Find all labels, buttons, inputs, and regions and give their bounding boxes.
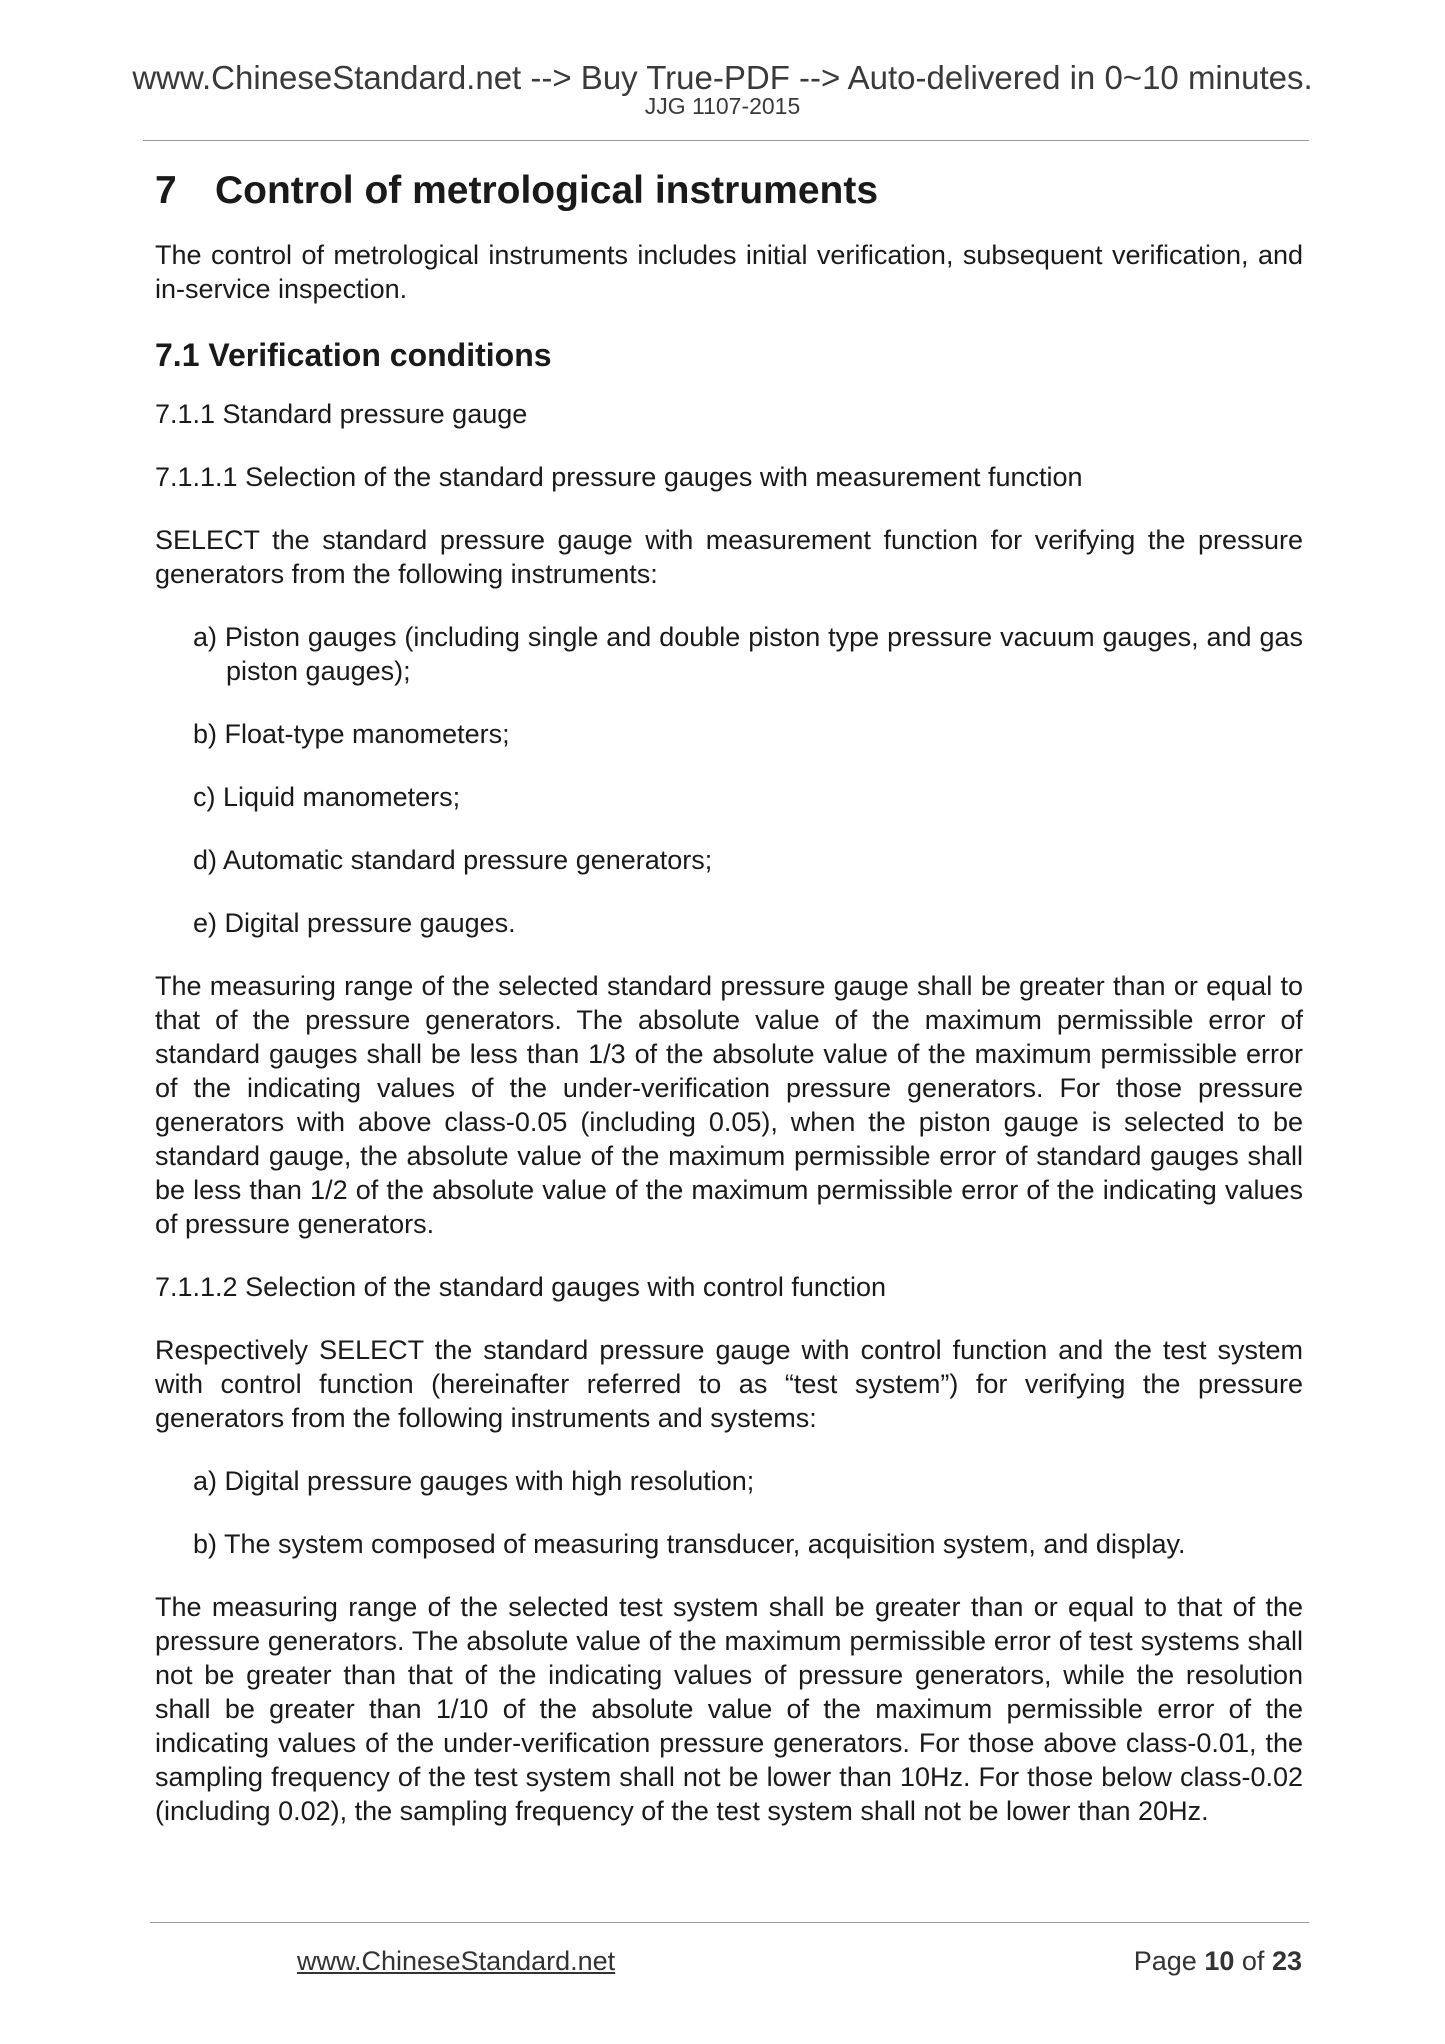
list-item-digital-gauges: e) Digital pressure gauges. <box>193 908 516 938</box>
footer-site-link[interactable]: www.ChineseStandard.net <box>297 1946 616 1976</box>
section-7-intro: The control of metrological instruments includes initial verification, subsequent verification, and in-service inspection. <box>155 240 1303 304</box>
page-word: Page <box>1133 1946 1197 1976</box>
footer-divider <box>150 1922 1309 1923</box>
footer-page-number <box>1134 1944 1302 1978</box>
section-7-1-1-2-heading: 7.1.1.2 Selection of the standard gauges with control function <box>155 1272 886 1302</box>
section-7-1-1-heading: 7.1.1 Standard pressure gauge <box>155 399 528 429</box>
list-item-float-manometers: b) Float-type manometers; <box>193 719 510 749</box>
page-current: 10 <box>1204 1946 1235 1976</box>
header-banner: www.ChineseStandard.net --> Buy True-PDF --> Auto-delivered in 0~10 minutes. <box>132 59 1313 96</box>
section-7-1-1-2-intro: Respectively SELECT the standard pressure gauge with control function and the test system with control function (hereinafter referred to as “test system”) for verifying the pressure generators from the following instruments and systems: <box>155 1335 1303 1433</box>
list-item-liquid-manometers: c) Liquid manometers; <box>193 782 461 812</box>
section-7-1-1-1-body: The measuring range of the selected standard pressure gauge shall be greater than or equal to that of the pressure generators. The absolute value of the maximum permissible error of standard gauges shall be less than 1/3 of the absolute value of the maximum permissible error of the indicating values of the under-verification pressure generators. For those pressure generators with above class-0.05 (including 0.05), when the piston gauge is selected to be standard gauge, the absolute value of the maximum permissible error of standard gauges shall be less than 1/2 of the absolute value of the maximum permissible error of the indicating values of pressure generators. <box>155 971 1303 1239</box>
page-content <box>155 166 1303 1857</box>
page-of: of <box>1241 1946 1265 1976</box>
list-item-piston-gauges: a) Piston gauges (including single and double piston type pressure vacuum gauges, and gas piston gauges); <box>193 622 1303 686</box>
list-item-high-res-gauges: a) Digital pressure gauges with high resolution; <box>193 1466 755 1496</box>
section-7-heading <box>155 166 1303 216</box>
section-7-1-1-1-heading: 7.1.1.1 Selection of the standard pressure gauges with measurement function <box>155 462 1083 492</box>
section-7-1-1-2-body: The measuring range of the selected test system shall be greater than or equal to that of the pressure generators. The absolute value of the maximum permissible error of test systems shall not be greater than that of the indicating values of pressure generators, while the resolution shall be greater than 1/10 of the absolute value of the maximum permissible error of the indicating values of the under-verification pressure generators. For those above class-0.01, the sampling frequency of the test system shall not be lower than 10Hz. For those below class-0.02 (including 0.02), the sampling frequency of the test system shall not be lower than 20Hz. <box>155 1592 1303 1826</box>
header-divider <box>143 140 1309 141</box>
section-7-1-heading: 7.1 Verification conditions <box>155 337 552 373</box>
section-7-title: Control of metrological instruments <box>215 169 879 212</box>
section-7-number: 7 <box>155 169 177 212</box>
list-item-transducer-system: b) The system composed of measuring transducer, acquisition system, and display. <box>193 1529 1186 1559</box>
page-total: 23 <box>1271 1946 1302 1976</box>
list-item-automatic-generators: d) Automatic standard pressure generators; <box>193 845 713 875</box>
section-7-1-1-1-intro: SELECT the standard pressure gauge with measurement function for verifying the pressure generators from the following instruments: <box>155 525 1303 589</box>
header-standard-code: JJG 1107-2015 <box>644 93 801 119</box>
